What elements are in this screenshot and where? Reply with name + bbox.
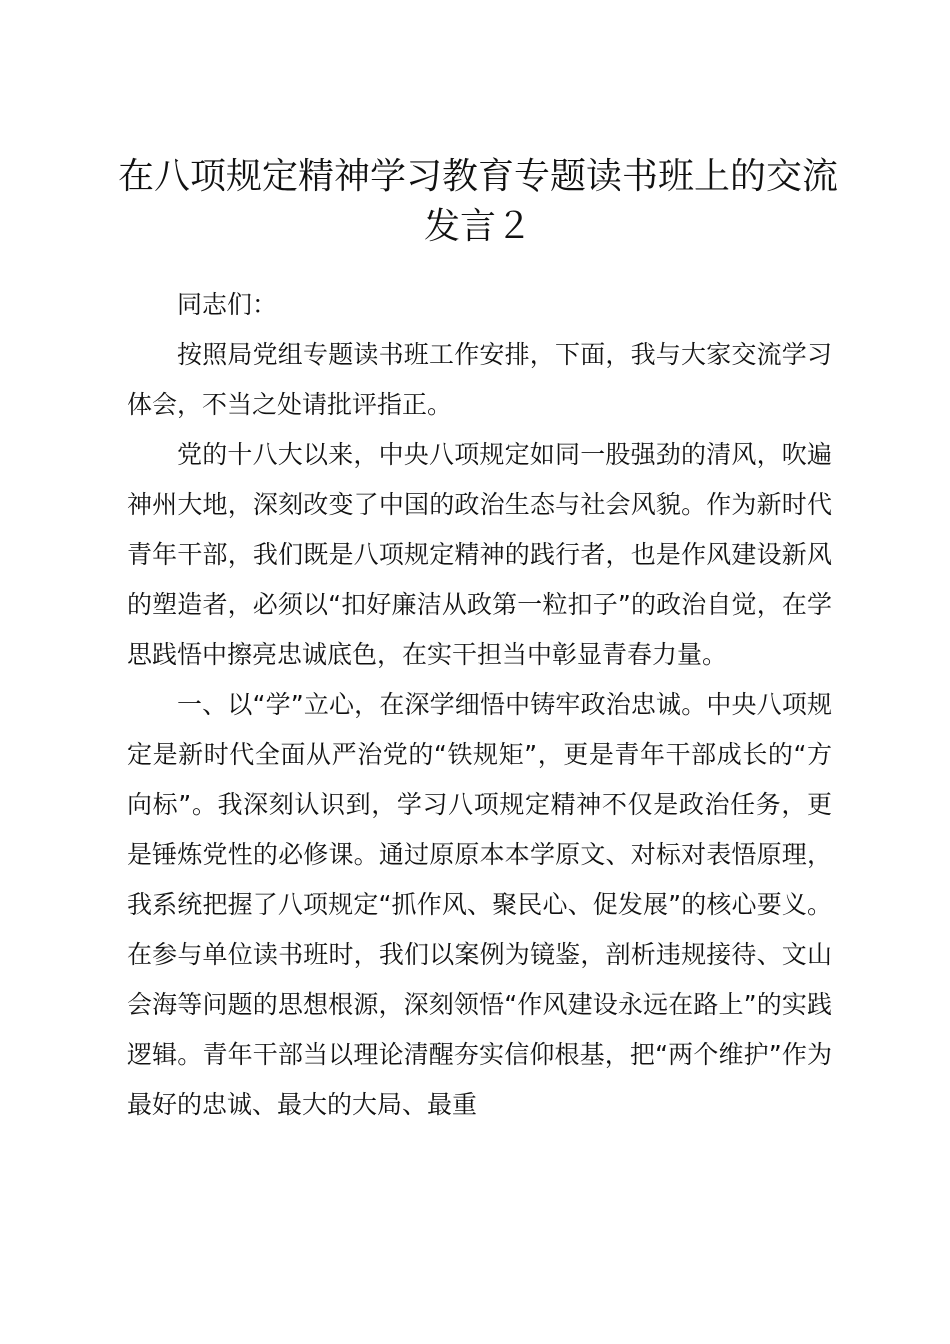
document-body — [127, 280, 832, 1130]
paragraph-1: 按照局党组专题读书班工作安排，下面，我与大家交流学习体会，不当之处请批评指正。 — [127, 340, 832, 419]
document-title: 在八项规定精神学习教育专题读书班上的交流发言２ — [118, 156, 839, 247]
paragraph-2: 党的十八大以来，中央八项规定如同一股强劲的清风，吹遍神州大地，深刻改变了中国的政治生态与社会风貌。作为新时代青年干部，我们既是八项规定精神的践行者，也是作风建设新风的塑造者，必须以“扣好廉洁从政第一粒扣子”的政治自觉，在学思践悟中擦亮忠诚底色，在实干担当中彰显青春力量。 — [127, 440, 832, 669]
salutation: 同志们： — [177, 290, 278, 319]
paragraph-3: 一、以“学”立心，在深学细悟中铸牢政治忠诚。中央八项规定是新时代全面从严治党的“铁规矩”，更是青年干部成长的“方向标”。我深刻认识到，学习八项规定精神不仅是政治任务，更是锤炼党性的必修课。通过原原本本学原文、对标对表悟原理，我系统把握了八项规定“抓作风、聚民心、促发展”的核心要义。在参与单位读书班时，我们以案例为镜鉴，剖析违规接待、文山会海等问题的思想根源，深刻领悟“作风建设永远在路上”的实践逻辑。青年干部当以理论清醒夯实信仰根基，把“两个维护”作为最好的忠诚、最大的大局、最重 — [127, 690, 832, 1119]
